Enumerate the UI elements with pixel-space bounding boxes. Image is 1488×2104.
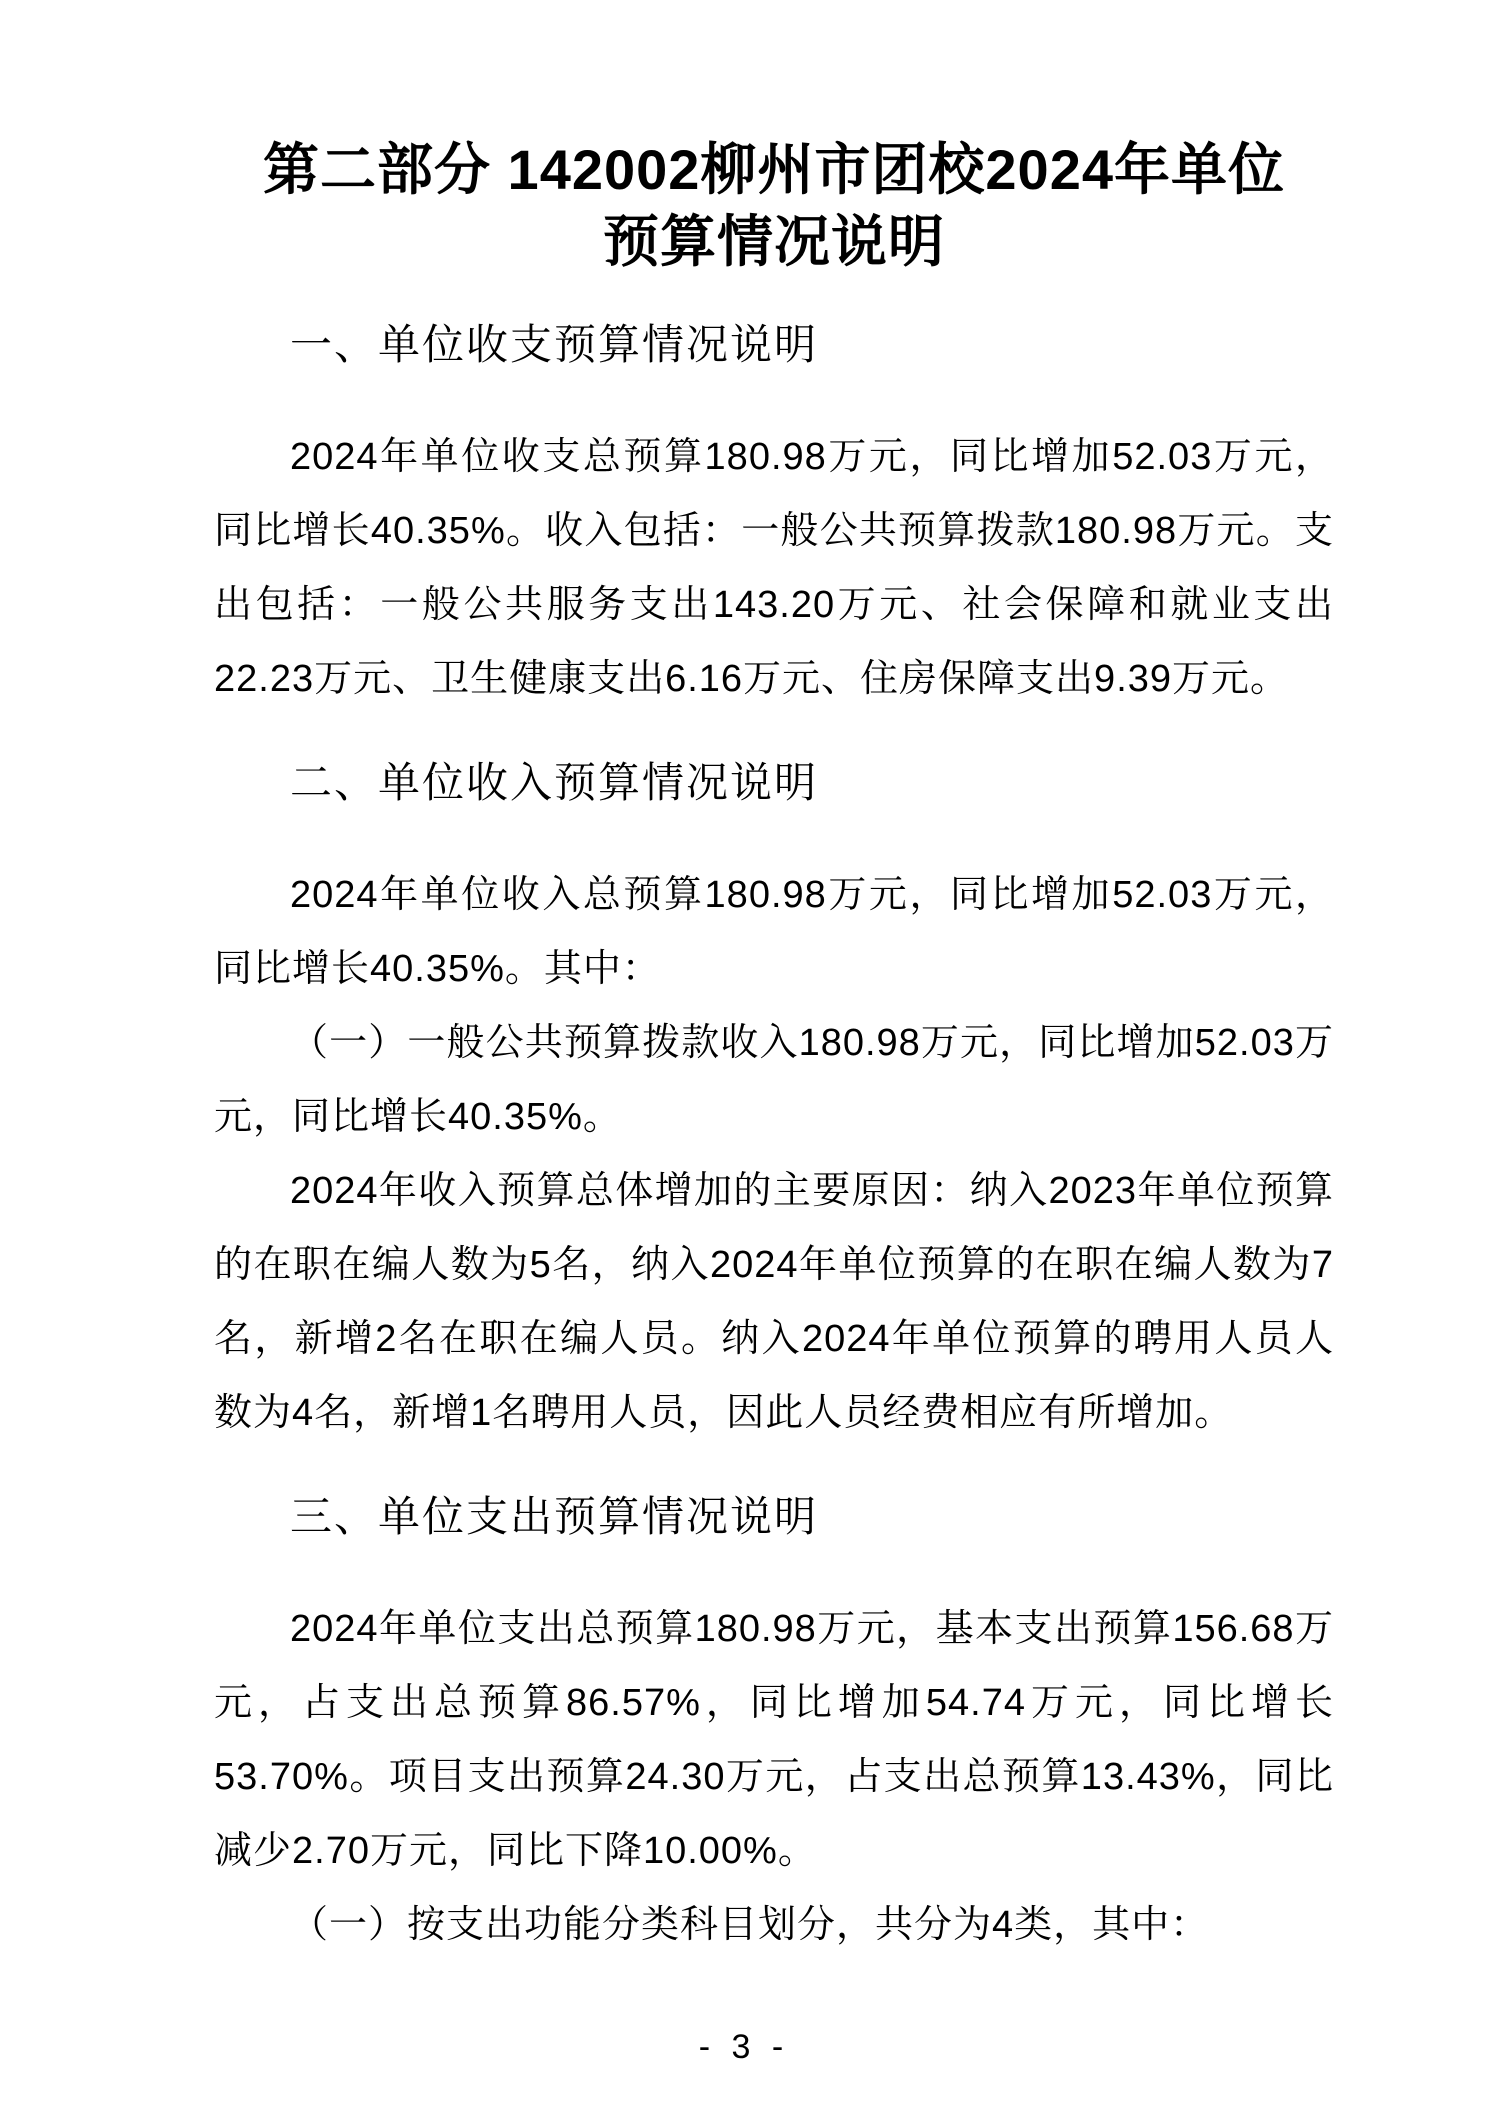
section-heading-income: 二、单位收入预算情况说明 [290, 759, 819, 806]
document-content [214, 0, 1334, 1962]
page-number: - 3 - [698, 2028, 790, 2066]
section-heading-income-expenditure: 一、单位收支预算情况说明 [290, 321, 819, 368]
paragraph: 2024年单位收支总预算180.98万元，同比增加52.03万元，同比增长40.35%。收入包括：一般公共预算拨款180.98万元。支出包括：一般公共服务支出143.20万元、社会保障和就业支出22.23万元、卫生健康支出6.16万元、住房保障支出9.39万元。 [214, 436, 1334, 700]
section-heading-expenditure: 三、单位支出预算情况说明 [290, 1493, 819, 1540]
paragraph: 2024年单位支出总预算180.98万元，基本支出预算156.68万元，占支出总预算86.57%，同比增加54.74万元，同比增长53.70%。项目支出预算24.30万元，占支出总预算13.43%，同比减少2.70万元，同比下降10.00%。 [214, 1608, 1334, 1872]
paragraph: 2024年单位收入总预算180.98万元，同比增加52.03万元，同比增长40.35%。其中： [214, 874, 1334, 990]
paragraph: （一）按支出功能分类科目划分，共分为4类，其中： [290, 1904, 1210, 1946]
paragraph: 2024年收入预算总体增加的主要原因：纳入2023年单位预算的在职在编人数为5名，纳入2024年单位预算的在职在编人数为7名，新增2名在职在编人员。纳入2024年单位预算的聘用人员人数为4名，新增1名聘用人员，因此人员经费相应有所增加。 [214, 1170, 1334, 1434]
paragraph: （一）一般公共预算拨款收入180.98万元，同比增加52.03万元，同比增长40.35%。 [214, 1022, 1334, 1138]
document-title: 第二部分 142002柳州市团校2024年单位预算情况说明 [262, 138, 1285, 273]
